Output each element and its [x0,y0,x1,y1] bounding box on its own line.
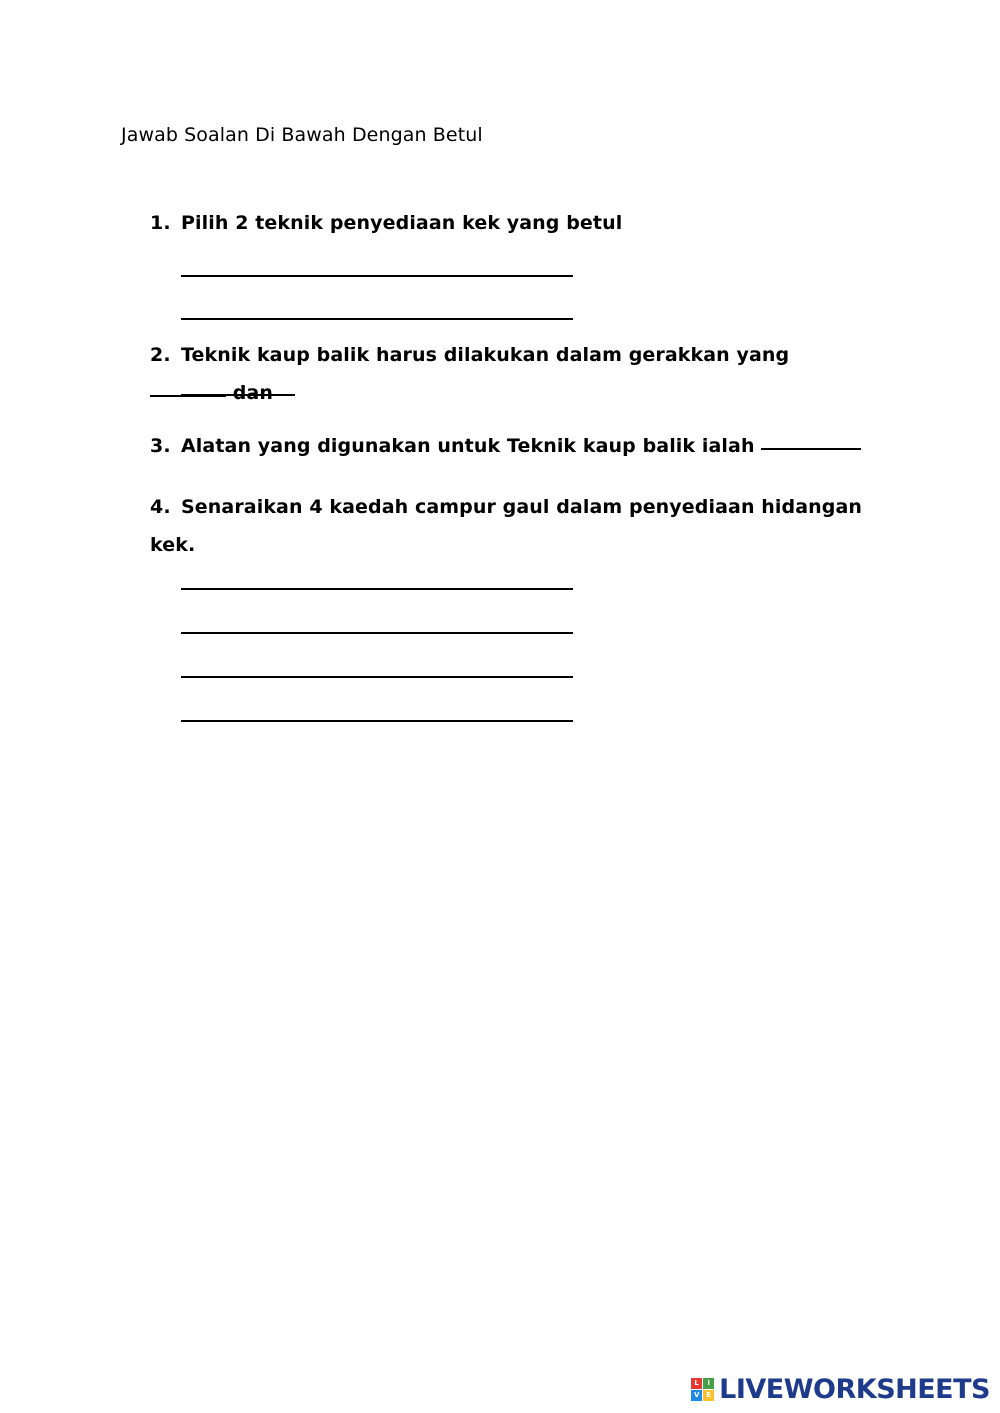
answer-line-q4-b[interactable] [181,632,573,634]
question-text-connector: dan [232,382,273,404]
answer-line-q1-b[interactable] [181,318,573,320]
liveworksheets-brand [691,1374,990,1405]
question-1 [150,204,870,242]
brand-name: LIVEWORKSHEETS [719,1374,990,1405]
answer-line-q1-a[interactable] [181,275,573,277]
logo-letter: L [691,1378,702,1389]
question-number: 4. [150,496,171,518]
question-text: Pilih 2 teknik penyediaan kek yang betul [181,212,623,234]
answer-line-q4-a[interactable] [181,588,573,590]
answer-blank-q3[interactable] [761,426,861,450]
question-number: 1. [150,212,171,234]
question-text: Alatan yang digunakan untuk Teknik kaup balik ialah [181,435,755,457]
question-3 [150,427,870,465]
question-number: 3. [150,435,171,457]
answer-line-q4-c[interactable] [181,676,573,678]
answer-blank-q2-b[interactable] [181,394,295,396]
question-text: Teknik kaup balik harus dilakukan dalam gerakkan yang [181,344,790,366]
logo-letter: V [691,1390,702,1401]
logo-letter: I [703,1378,714,1389]
liveworksheets-logo-icon [691,1378,714,1401]
question-2 [150,336,870,412]
answer-line-q4-d[interactable] [181,720,573,722]
logo-letter: E [703,1390,714,1401]
question-4 [150,488,870,564]
instruction-heading: Jawab Soalan Di Bawah Dengan Betul [121,124,483,146]
question-number: 2. [150,344,171,366]
question-text: Senaraikan 4 kaedah campur gaul dalam penyediaan hidangan kek. [150,496,863,556]
